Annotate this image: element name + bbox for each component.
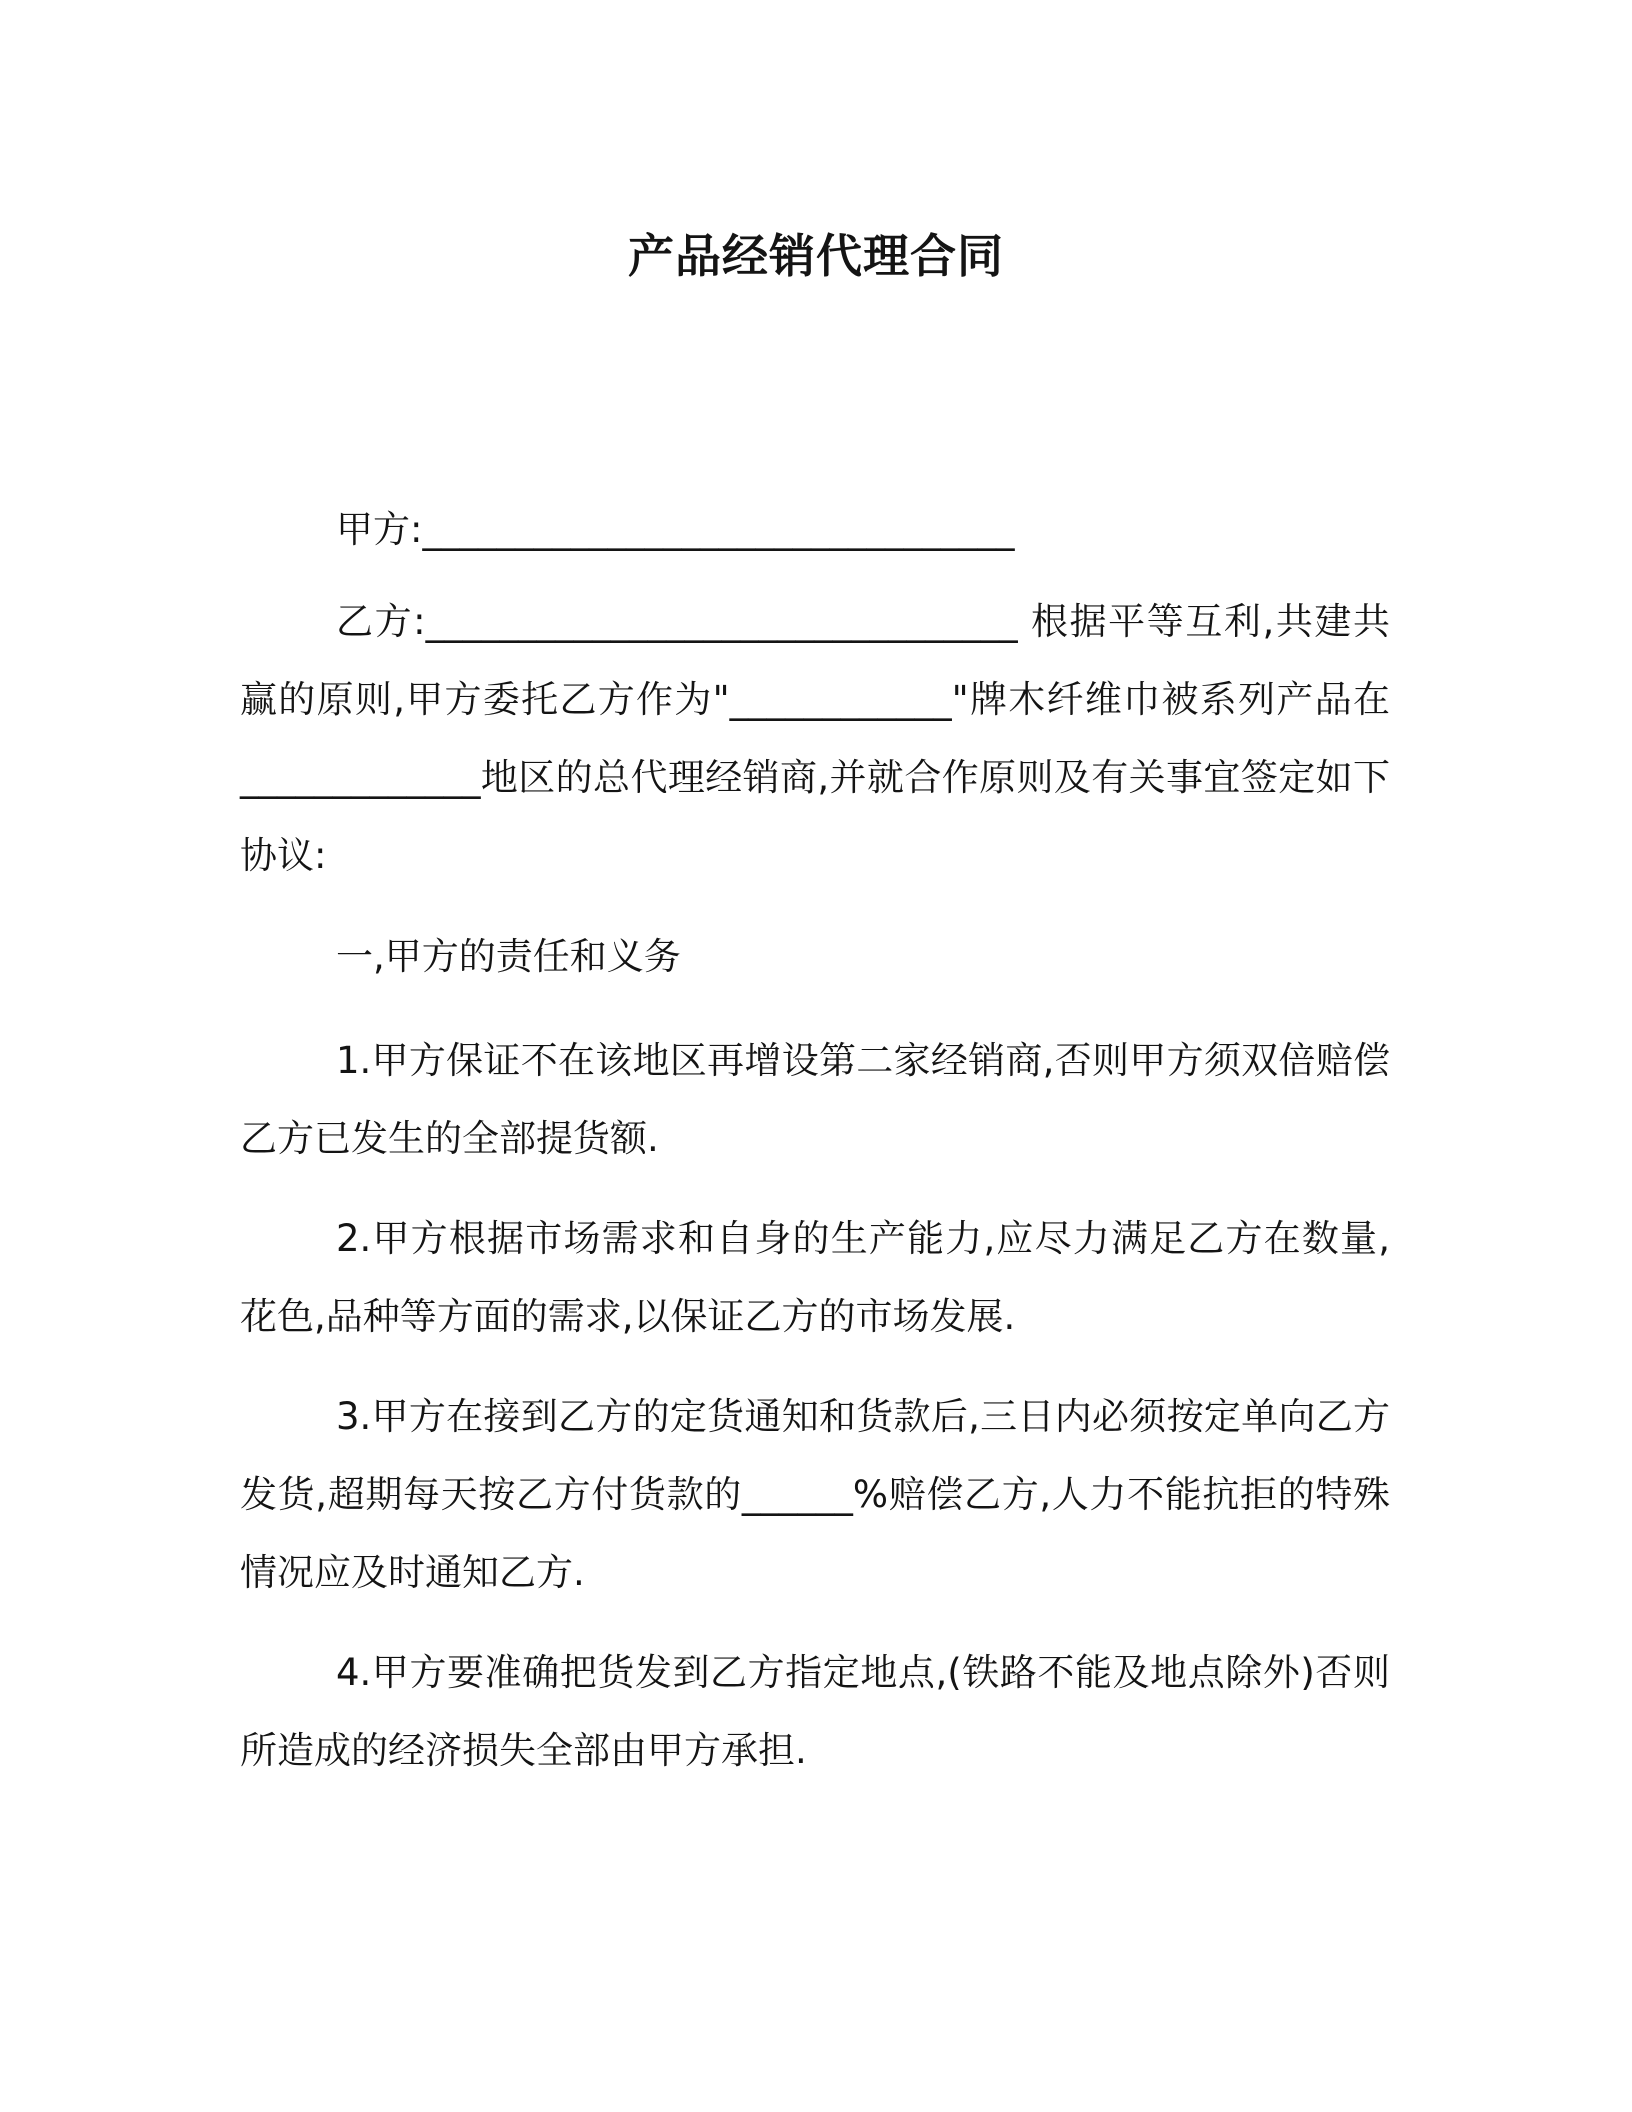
clause-2: 2.甲方根据市场需求和自身的生产能力,应尽力满足乙方在数量,花色,品种等方面的需求,以保证乙方的市场发展. xyxy=(240,1217,1390,1338)
party-a-line: 甲方:________________________________ xyxy=(336,508,1015,551)
preamble-paragraph xyxy=(240,583,1390,895)
document-title: 产品经销代理合同 xyxy=(628,229,1004,283)
clause-1: 1.甲方保证不在该地区再增设第二家经销商,否则甲方须双倍赔偿乙方已发生的全部提货额. xyxy=(240,1039,1390,1160)
clause-3: 3.甲方在接到乙方的定货通知和货款后,三日内必须按定单向乙方发货,超期每天按乙方付货款的______%赔偿乙方,人力不能抗拒的特殊情况应及时通知乙方. xyxy=(240,1395,1390,1594)
clause-4: 4.甲方要准确把货发到乙方指定地点,(铁路不能及地点除外)否则所造成的经济损失全部由甲方承担. xyxy=(240,1651,1390,1772)
party-b-line: 乙方:________________________________ xyxy=(336,600,1018,643)
section-one-heading: 一,甲方的责任和义务 xyxy=(336,935,681,978)
preamble-text: 根据平等互利,共建共赢的原则,甲方委托乙方作为"____________"牌木纤维巾被系列产品在_____________地区的总代理经销商,并就合作原则及有关事宜签定如下协议: xyxy=(240,600,1390,877)
